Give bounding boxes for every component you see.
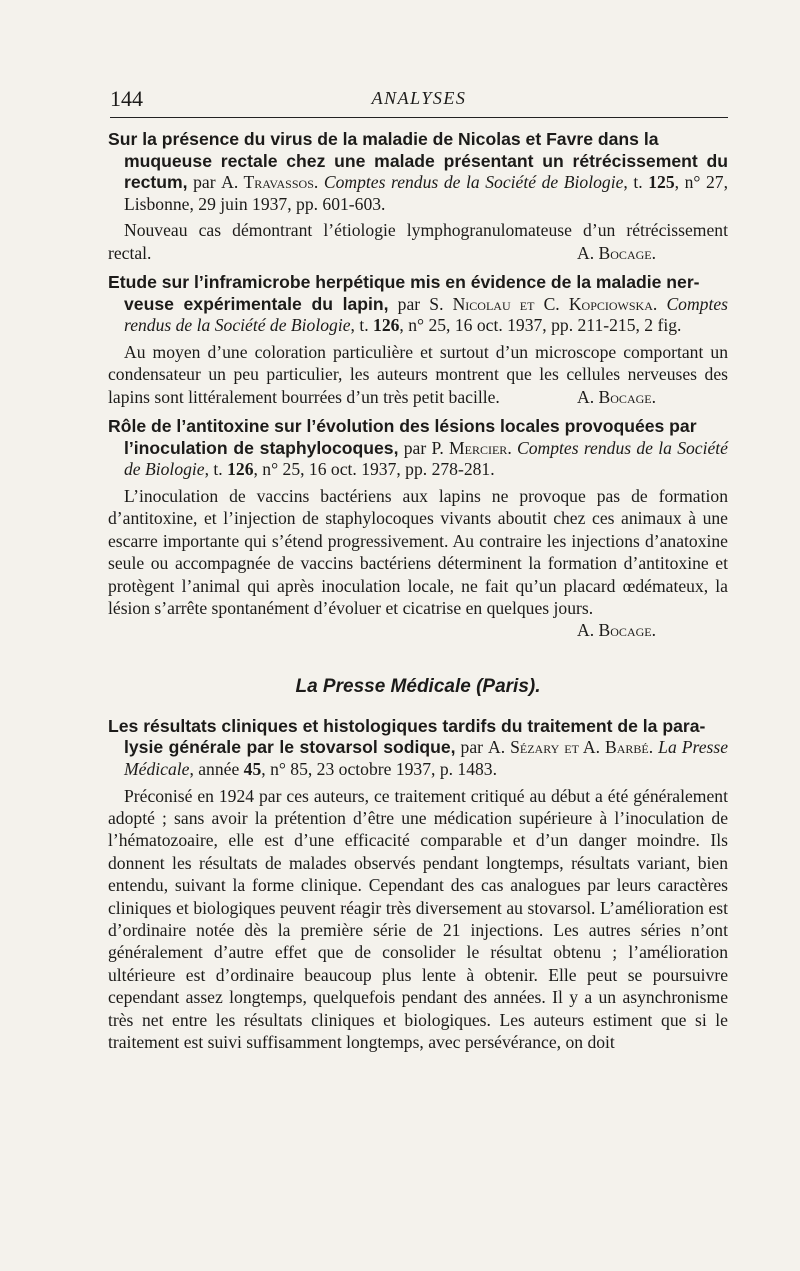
article-entry <box>108 416 728 642</box>
article-journal: La Presse Médicale <box>124 737 729 779</box>
article-details: , n° 27, Lisbonne, 29 juin 1937, pp. 601-603. <box>124 172 729 214</box>
par-word: par <box>398 437 432 458</box>
article-volume: 45 <box>243 759 262 779</box>
article-heading <box>108 716 728 781</box>
article-body: Préconisé en 1924 par ces auteurs, ce traitement critiqué au début a été généralement adopté ; sans avoir la prétention d’être une médication supérieure à l’inoculation de l’hématozoaire, elle est d’une efficacité comparable et d’un danger moindre. Ils donnent les résultats de malades observés pendant longtemps, résultats variant, bien entendu, suivant la forme clinique. Cependant des cas analogues par leurs caractères cliniques et biologiques peuvent réagir très diversement au stovarsol. L’amélioration est d’ordinaire notée dès la première série de 21 injections. Les autres séries n’ont généralement d’autre effet que de consolider le résultat obtenu ; l’amélioration ultérieure est d’ordinaire beaucoup plus lente à obtenir. Elle peut se poursuivre cependant assez longtemps, quelquefois pendant des années. Il y a un asynchronisme très net entre les résultats cliniques et biologiques. Les auteurs estiment que si le traitement est suivi suffisamment longtemps, avec persévérance, on doit <box>108 785 728 1053</box>
article-authors: A. Travassos <box>221 172 314 193</box>
journal-section-heading: La Presse Médicale (Paris). <box>295 675 541 697</box>
article-details: , n° 25, 16 oct. 1937, pp. 211-215, 2 fig. <box>399 315 682 336</box>
journal-separator: . <box>648 737 659 758</box>
article-title-continued: muqueuse rectale chez une malade présentant un rétrécissement du rectum, <box>124 150 728 193</box>
tome-label: , t. <box>204 459 228 480</box>
page-content <box>108 129 728 1061</box>
article-entry <box>108 129 728 264</box>
par-word: par <box>455 737 489 758</box>
journal-separator: . <box>507 437 517 458</box>
article-journal: Comptes rendus de la Société de Biologie <box>323 172 624 193</box>
article-body <box>108 219 728 264</box>
article-volume: 126 <box>373 315 400 336</box>
article-authors: S. Nicolau et C. Kopciowska <box>429 293 653 314</box>
article-body <box>108 485 728 619</box>
article-title: Les résultats cliniques et histologiques tardifs du traitement de la para- <box>108 715 706 736</box>
article-body <box>108 341 728 408</box>
tome-label: , t. <box>623 172 649 193</box>
article-authors: A. Sézary et A. Barbé <box>488 737 649 758</box>
running-title: ANALYSES <box>371 88 467 108</box>
page-header <box>110 86 728 116</box>
journal-separator: . <box>652 293 667 314</box>
article-heading: Sur la présence du virus de la maladie de Nicolas et Favre dans la muqueuse rectale chez une malade présentant un rétrécissement du rectum, par A. Travassos. Comptes rendus de la Société de Biologie, t. 125, n° 27, Lisbonne, 29 juin 1937, pp. 601-603. <box>108 129 729 214</box>
annee-label: , année <box>189 759 244 779</box>
article-title: Sur la présence du virus de la maladie de Nicolas et Favre dans la <box>108 129 659 149</box>
page-number: 144 <box>110 86 143 111</box>
article-signature: A. Bocage. <box>577 620 656 641</box>
article-details: , n° 85, 23 octobre 1937, p. 1483. <box>261 759 497 779</box>
article-title: Etude sur l’inframicrobe herpétique mis en évidence de la maladie ner- <box>108 272 700 293</box>
article-heading <box>108 272 728 337</box>
article-body-text: Au moyen d’une coloration particulière et surtout d’un microscope comportant un condensateur un peu particulier, les auteurs montrent que les cellules nerveuses des lapins sont littéralement bourrées d’un très petit bacille. <box>108 341 728 407</box>
article-journal: Comptes rendus de la Société de Biologie <box>124 437 728 480</box>
header-rule <box>110 117 728 118</box>
article-body-text: Nouveau cas démontrant l’étiologie lymphogranulomateuse d’un rétrécissement rectal. <box>108 220 728 263</box>
article-journal: Comptes rendus de la Société de Biologie <box>124 293 729 336</box>
article-title: Rôle de l’antitoxine sur l’évolution des lésions locales provoquées par <box>108 416 697 437</box>
par-word: par <box>187 172 222 193</box>
article-details: , n° 25, 16 oct. 1937, pp. 278-281. <box>253 459 495 480</box>
article-volume: 126 <box>227 459 254 480</box>
article-entry <box>108 272 728 408</box>
article-title-continued: veuse expérimentale du lapin, <box>124 293 389 314</box>
article-signature: A. Bocage. <box>577 386 656 407</box>
tome-label: , t. <box>350 315 374 336</box>
article-signature: A. Bocage. <box>577 242 656 263</box>
par-word: par <box>388 293 430 314</box>
article-body-text: L’inoculation de vaccins bactériens aux lapins ne provoque pas de formation d’antitoxine, et l’injection de staphylocoques vivants aboutit chez ces animaux à une escarre importante qui s’étend progressivement. Au contraire les injections d’anatoxine seule ou accompagnée de vaccins bactériens déterminent la formation d’antitoxine et protègent l’animal qui après inoculation locale, ne fait qu’un placard œdémateux, la lésion s’arrête spontanément d’évoluer et cicatrise en quelques jours. <box>108 485 728 618</box>
article-title-continued: l’inoculation de staphylocoques, <box>124 437 399 458</box>
article-volume: 125 <box>648 172 675 193</box>
article-title-continued: lysie générale par le stovarsol sodique, <box>124 737 456 758</box>
article-entry <box>108 716 728 1054</box>
article-authors: P. Mercier <box>431 437 508 458</box>
article-heading <box>108 416 728 481</box>
